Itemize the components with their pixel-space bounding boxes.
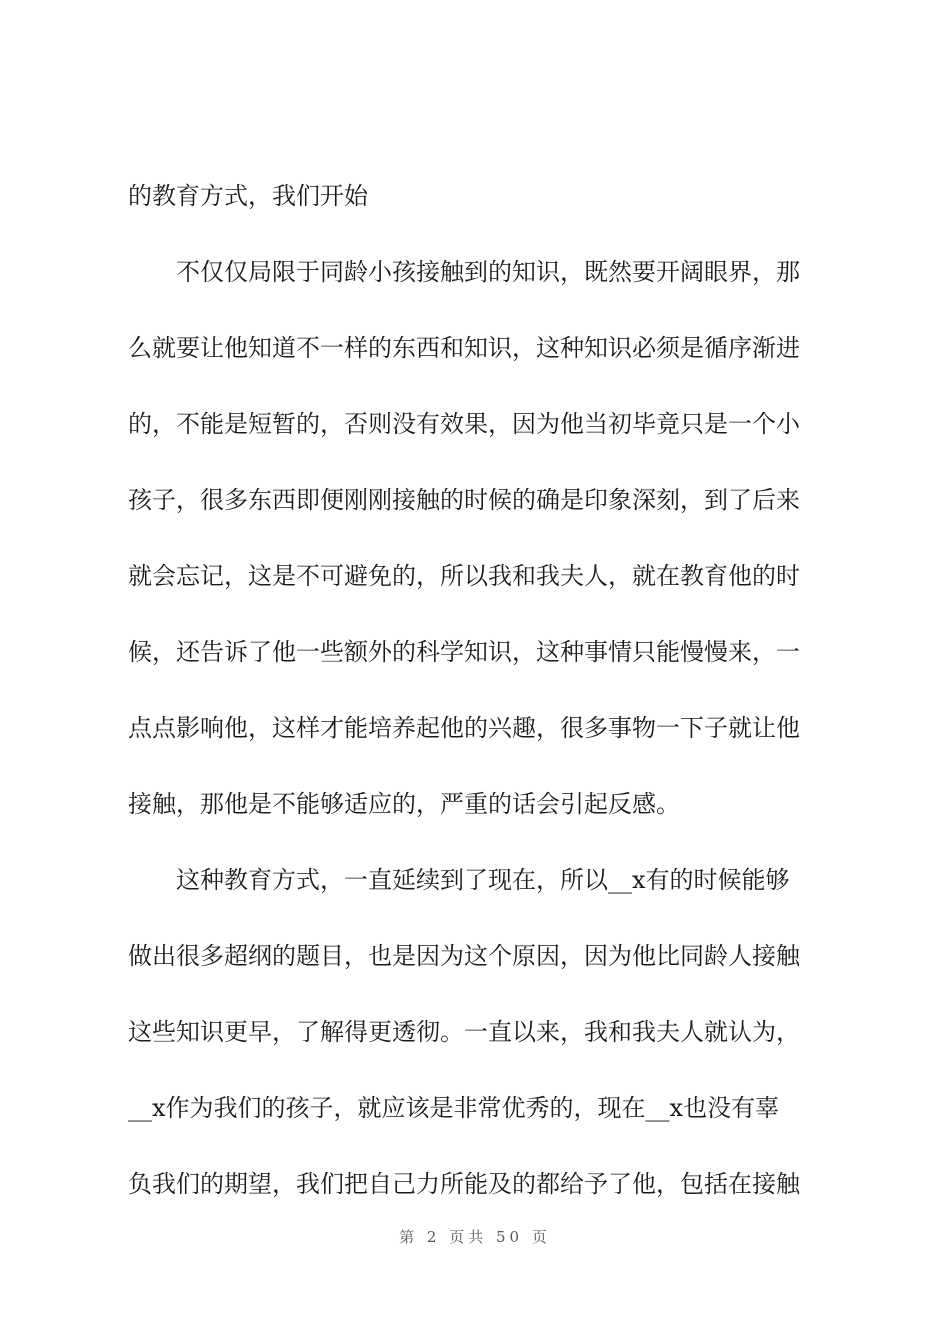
- text-line: 做出很多超纲的题目，也是因为这个原因，因为他比同龄人接触: [128, 942, 800, 970]
- text-line: 这种教育方式，一直延续到了现在，所以__x有的时候能够: [128, 866, 790, 894]
- text-line: 孩子，很多东西即便刚刚接触的时候的确是印象深刻，到了后来: [128, 486, 800, 514]
- text-line: 候，还告诉了他一些额外的科学知识，这种事情只能慢慢来，一: [128, 638, 800, 666]
- text-line: 接触，那他是不能够适应的，严重的话会引起反感。: [128, 790, 680, 818]
- text-line: __x作为我们的孩子，就应该是非常优秀的，现在__x也没有辜: [128, 1094, 780, 1122]
- text-line: 这些知识更早，了解得更透彻。一直以来，我和我夫人就认为，: [128, 1018, 800, 1046]
- page-number-footer: 第 2 页共 50 页: [399, 1228, 551, 1246]
- text-line: 么就要让他知道不一样的东西和知识，这种知识必须是循序渐进: [128, 334, 800, 362]
- text-line: 负我们的期望，我们把自己力所能及的都给予了他，包括在接触: [128, 1170, 800, 1198]
- text-line: 就会忘记，这是不可避免的，所以我和我夫人，就在教育他的时: [128, 562, 800, 590]
- text-line: 点点影响他，这样才能培养起他的兴趣，很多事物一下子就让他: [128, 714, 800, 742]
- text-line: 的教育方式，我们开始: [128, 182, 368, 210]
- text-line: 不仅仅局限于同龄小孩接触到的知识，既然要开阔眼界，那: [128, 258, 800, 286]
- text-line: 的，不能是短暂的，否则没有效果，因为他当初毕竟只是一个小: [128, 410, 800, 438]
- body-text: [128, 176, 840, 1240]
